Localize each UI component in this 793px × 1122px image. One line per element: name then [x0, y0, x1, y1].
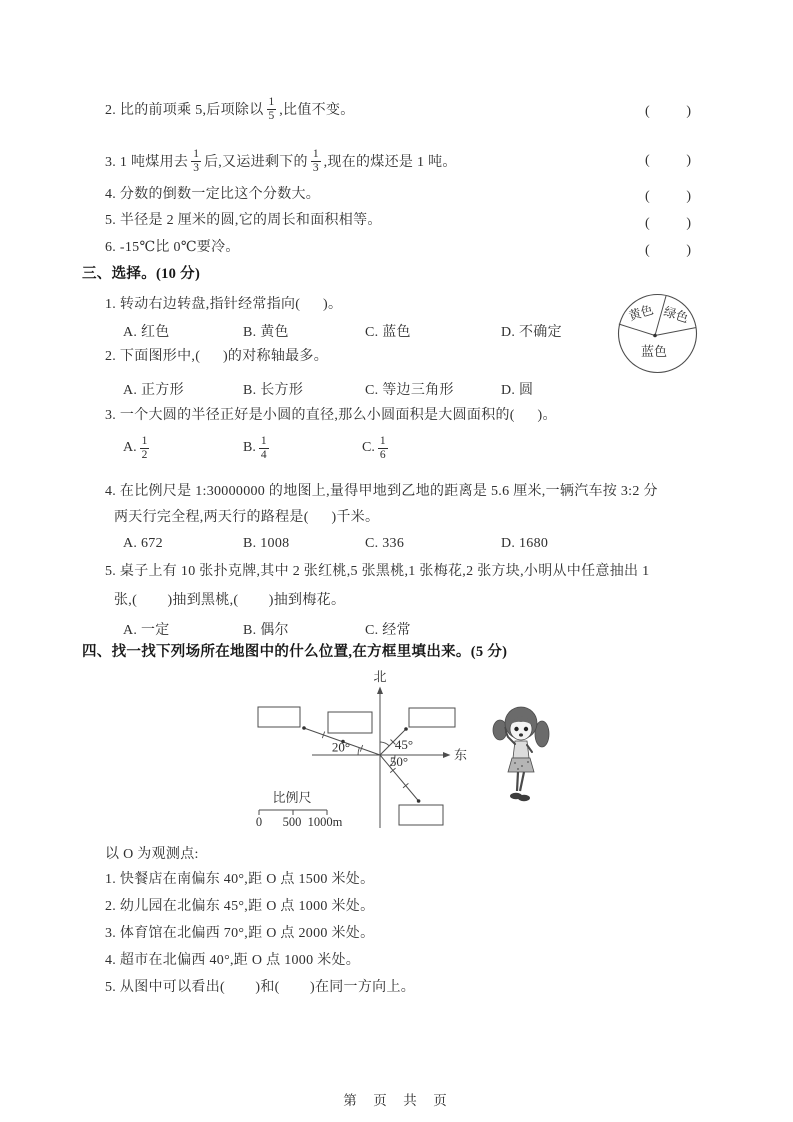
judge-item-2	[105, 92, 355, 126]
fraction-1-2: $\frac{1}{2}$	[141, 434, 148, 461]
east-label: 东	[454, 747, 468, 763]
q4-option-b: B. 1008	[243, 536, 290, 551]
girl-shoe-right	[518, 795, 530, 801]
spinner-wheel-figure	[615, 293, 725, 399]
cartoon-girl-illustration	[490, 702, 552, 807]
judge-item-2-text: 2. 比的前项乘 5,后项除以	[105, 103, 264, 118]
choice-q2-text: 2. 下面图形中,( )的对称轴最多。	[105, 349, 329, 364]
judge-item-4: 4. 分数的倒数一定比这个分数大。	[105, 187, 321, 202]
fraction-1-6: $\frac{1}{6}$	[379, 434, 386, 461]
spinner-circle	[619, 295, 697, 373]
choice-q4-line2: 两天行完全程,两天行的路程是( )千米。	[114, 510, 380, 525]
fill-in-box-northwest-far	[258, 707, 300, 727]
q1-option-c: C. 蓝色	[365, 325, 411, 340]
choice-q4-line1: 4. 在比例尺是 1:30000000 的地图上,量得甲地到乙地的距离是 5.6 厘米,一辆汽车按 3:2 分	[105, 484, 658, 499]
point-2000m-nw	[302, 726, 306, 730]
angle-arc-20	[358, 748, 359, 755]
q3-option-b: B. $\frac{1}{4}$	[243, 434, 267, 461]
q2-option-a: A. 正方形	[123, 383, 184, 398]
skirt-dot	[527, 761, 529, 763]
choice-q1-text: 1. 转动右边转盘,指针经常指向( )。	[105, 297, 343, 312]
scale-500: 500	[282, 815, 302, 829]
point-1000m-ne	[404, 727, 408, 731]
north-label: 北	[373, 669, 387, 684]
answer-blank: ( )	[645, 216, 691, 231]
q5-option-c: C. 经常	[365, 623, 411, 638]
q4-option-d: D. 1680	[501, 536, 549, 551]
q2-option-b: B. 长方形	[243, 383, 304, 398]
q1-option-b: B. 黄色	[243, 325, 289, 340]
answer-blank: ( )	[645, 189, 691, 204]
section-4-heading: 四、找一找下列场所在地图中的什么位置,在方框里填出来。(5 分)	[82, 644, 508, 660]
q3-option-c: C. $\frac{1}{6}$	[362, 434, 386, 461]
angle-label-45: 45°	[394, 737, 414, 752]
spinner-label-green: 绿色	[661, 304, 691, 326]
girl-mouth	[519, 733, 523, 736]
scale-0: 0	[255, 815, 263, 829]
angle-arc-45	[380, 742, 389, 746]
q1-option-a: A. 红色	[123, 325, 170, 340]
q2-option-c: C. 等边三角形	[365, 383, 454, 398]
q3-option-a: A. $\frac{1}{2}$	[123, 434, 148, 461]
choice-q5-line1: 5. 桌子上有 10 张扑克牌,其中 2 张红桃,5 张黑桃,1 张梅花,2 张方块,小明从中任意抽出 1	[105, 564, 650, 579]
q2-option-d: D. 圆	[501, 383, 534, 398]
girl-eye-right	[524, 727, 528, 731]
point-1500m-se	[417, 799, 421, 803]
q5-option-b: B. 偶尔	[243, 623, 289, 638]
scale-label: 比例尺	[272, 790, 312, 805]
map-item-1: 1. 快餐店在南偏东 40°,距 O 点 1500 米处。	[105, 872, 375, 887]
judge-item-5: 5. 半径是 2 厘米的圆,它的周长和面积相等。	[105, 213, 382, 228]
judge-item-3-text: 3. 1 吨煤用去	[105, 155, 189, 170]
scale-1000m: 1000m	[307, 815, 343, 829]
q4-option-a: A. 672	[123, 536, 163, 551]
spinner-divider	[655, 328, 696, 336]
spinner-divider	[619, 324, 655, 336]
girl-eye-left	[514, 727, 518, 731]
girl-skirt	[508, 758, 534, 772]
fraction-1-5: $\frac{1}{5}$	[268, 95, 275, 122]
fill-in-box-southeast	[399, 805, 443, 825]
judge-item-3	[105, 144, 457, 178]
map-item-3: 3. 体育馆在北偏西 70°,距 O 点 2000 米处。	[105, 926, 375, 941]
q4-option-c: C. 336	[365, 536, 405, 551]
fraction-1-4: $\frac{1}{4}$	[260, 434, 267, 461]
spinner-label-blue: 蓝色	[640, 344, 668, 359]
map-item-5: 5. 从图中可以看出( )和( )在同一方向上。	[105, 980, 416, 995]
map-item-4: 4. 超市在北偏西 40°,距 O 点 1000 米处。	[105, 953, 361, 968]
judge-item-3-text-mid: 后,又运进剩下的	[203, 155, 308, 170]
answer-blank: ( )	[645, 243, 691, 258]
spinner-pivot	[653, 334, 657, 338]
page-footer: 第 页 共 页	[343, 1093, 450, 1108]
choice-q3-text: 3. 一个大圆的半径正好是小圆的直径,那么小圆面积是大圆面积的( )。	[105, 408, 557, 423]
fraction-1-3: $\frac{1}{3}$	[193, 147, 199, 174]
skirt-dot	[521, 765, 523, 767]
choice-q5-line2: 张,( )抽到黑桃,( )抽到梅花。	[114, 593, 346, 608]
skirt-dot	[514, 762, 516, 764]
judge-item-3-text-post: ,现在的煤还是 1 吨。	[323, 155, 457, 170]
skirt-dot	[517, 768, 519, 770]
q1-option-d: D. 不确定	[501, 325, 562, 340]
judge-item-6: 6. -15℃比 0℃要冷。	[105, 240, 240, 255]
spinner-label-yellow: 黄色	[626, 302, 656, 324]
angle-label-50: 50°	[389, 754, 409, 769]
fill-in-box-northwest-near	[328, 712, 372, 733]
girl-leg-left	[517, 772, 518, 791]
answer-blank: ( )	[645, 153, 691, 168]
map-item-2: 2. 幼儿园在北偏东 45°,距 O 点 1000 米处。	[105, 899, 375, 914]
north-arrow-icon	[377, 687, 383, 695]
section-3-heading: 三、选择。(10 分)	[82, 266, 201, 282]
answer-blank: ( )	[645, 104, 691, 119]
observation-point-note: 以 O 为观测点:	[105, 847, 199, 862]
fraction-1-3: $\frac{1}{3}$	[312, 147, 319, 174]
judge-item-2-text-post: ,比值不变。	[279, 103, 355, 118]
girl-leg-right	[520, 772, 524, 791]
angle-label-20: 20°	[331, 739, 351, 755]
q5-option-a: A. 一定	[123, 623, 170, 638]
east-arrow-icon	[443, 752, 451, 758]
fill-in-box-northeast	[409, 708, 455, 727]
